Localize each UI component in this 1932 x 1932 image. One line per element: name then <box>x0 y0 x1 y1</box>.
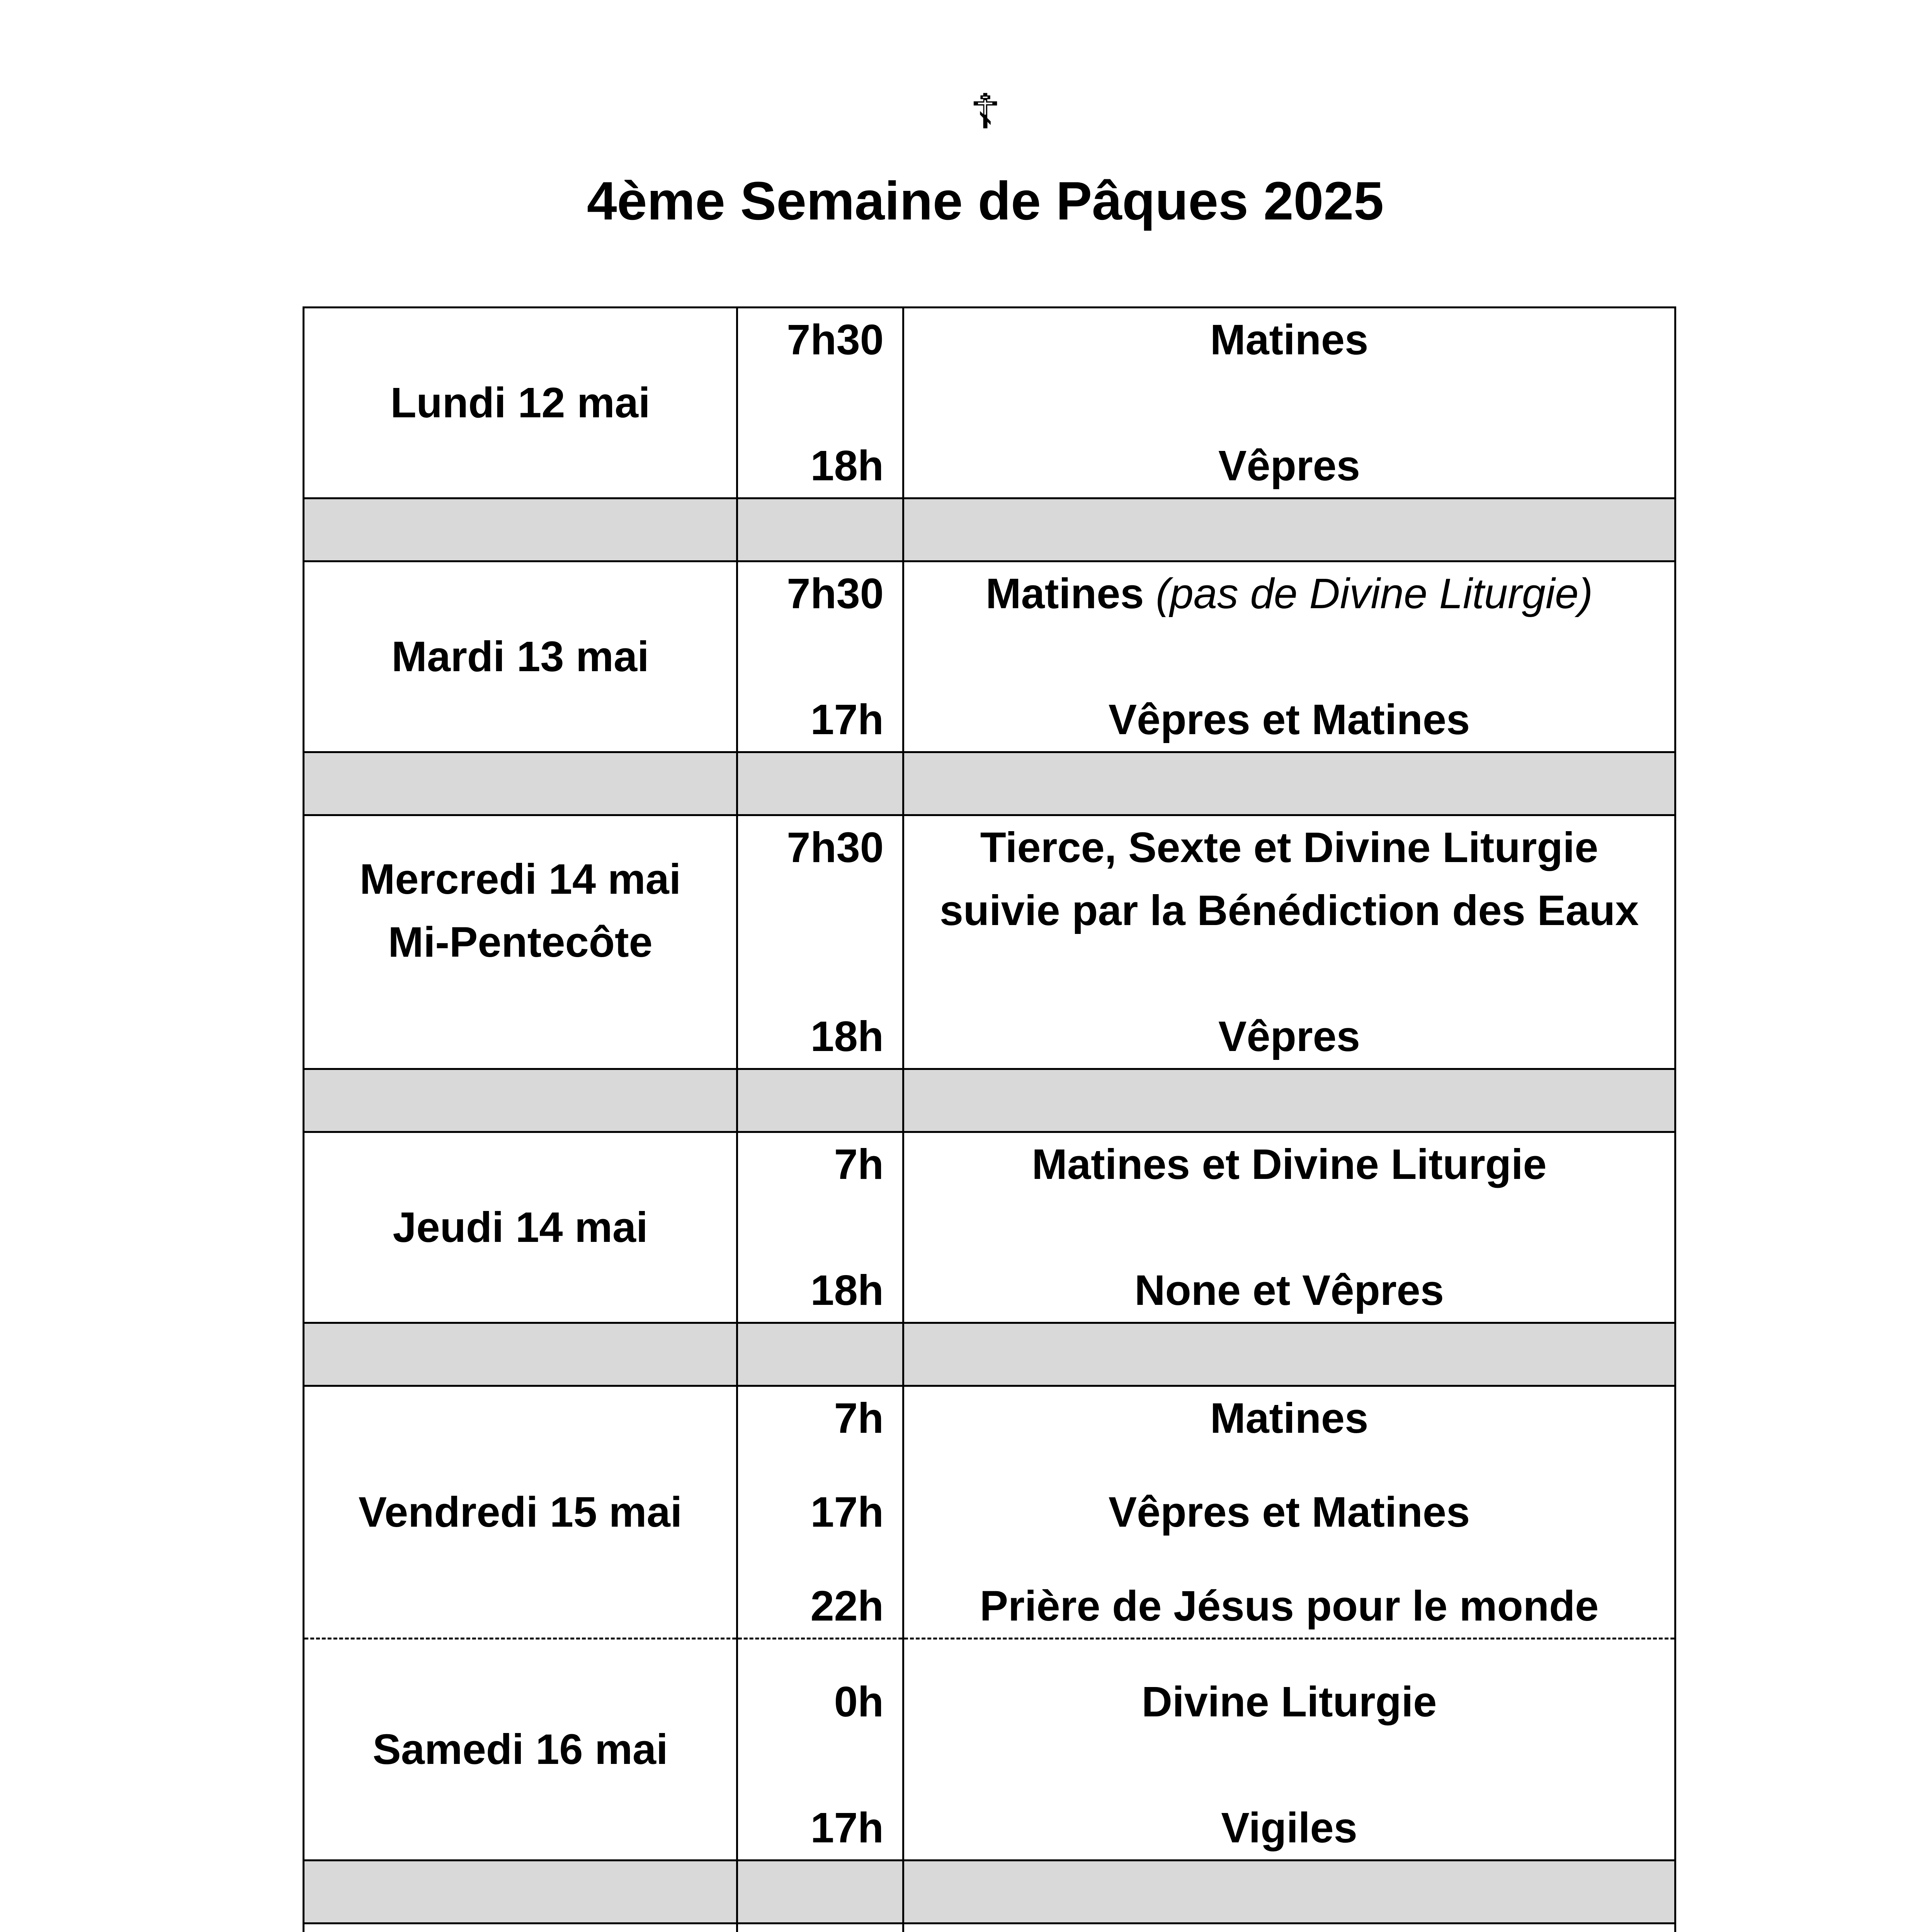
day-cell <box>304 1923 737 1932</box>
service-name: Vêpres et Matines <box>1108 696 1470 743</box>
service-time: 7h30 <box>787 824 884 871</box>
service-name: Divine Liturgie <box>1141 1678 1437 1726</box>
time-cell <box>737 308 903 498</box>
service-time: 18h <box>810 442 884 490</box>
time-cell <box>737 1639 903 1861</box>
day-cell <box>304 561 737 752</box>
day-cell <box>304 1132 737 1323</box>
time-cell <box>737 1386 903 1639</box>
service-time: 0h <box>834 1678 884 1726</box>
service-time: 17h <box>810 1804 884 1852</box>
service-note: (pas de Divine Liturgie) <box>1156 570 1593 617</box>
service-time: 18h <box>810 1267 884 1314</box>
separator-row <box>304 1861 1675 1923</box>
schedule-row-lundi <box>304 308 1675 498</box>
day-label: Lundi 12 mai <box>390 379 650 427</box>
orthodox-cross-icon: ☦ <box>969 84 1001 140</box>
service-time: 7h <box>834 1141 884 1188</box>
service-name: Tierce, Sexte et Divine Liturgie <box>980 824 1599 871</box>
service-name: Matines <box>985 570 1144 617</box>
service-cell <box>903 1639 1675 1861</box>
day-label: Mercredi 14 mai <box>359 855 681 903</box>
service-time <box>738 1924 884 1932</box>
schedule-row-jeudi <box>304 1132 1675 1323</box>
service-name: Vêpres <box>1218 1013 1360 1060</box>
service-cell <box>903 561 1675 752</box>
service-name: Vêpres <box>1218 442 1360 490</box>
day-label: Samedi 16 mai <box>372 1726 668 1773</box>
service-cell <box>903 1923 1675 1932</box>
service-time: 7h30 <box>787 316 884 364</box>
service-time: 7h <box>834 1395 884 1442</box>
time-cell <box>737 1923 903 1932</box>
service-name: Vêpres et Matines <box>1108 1488 1470 1536</box>
service-name: Matines <box>1210 316 1369 364</box>
service-name-with-note <box>904 562 1674 625</box>
service-cell <box>903 1386 1675 1639</box>
service-name-line2: suivie par la Bénédiction des Eaux <box>939 887 1639 934</box>
schedule-row-samedi <box>304 1639 1675 1861</box>
service-time: 22h <box>810 1582 884 1630</box>
day-label: Jeudi 14 mai <box>393 1204 648 1251</box>
service-name: Matines et Divine Liturgie <box>1032 1141 1547 1188</box>
day-cell <box>304 1386 737 1639</box>
time-cell <box>737 1132 903 1323</box>
service-cell <box>903 815 1675 1069</box>
service-name: None et Vêpres <box>1134 1267 1444 1314</box>
day-label: Vendredi 15 mai <box>358 1488 682 1536</box>
service-cell <box>903 308 1675 498</box>
schedule-row-mercredi <box>304 815 1675 1069</box>
separator-row <box>304 498 1675 561</box>
service-time: 18h <box>810 1013 884 1060</box>
schedule-row-vendredi <box>304 1386 1675 1639</box>
day-cell <box>304 308 737 498</box>
service-name <box>904 1924 1674 1932</box>
service-time: 17h <box>810 696 884 743</box>
day-label: Mardi 13 mai <box>391 633 649 680</box>
day-cell <box>304 1639 737 1861</box>
service-cell <box>903 1132 1675 1323</box>
schedule-row-mardi <box>304 561 1675 752</box>
schedule-table <box>303 306 1676 1932</box>
service-name: Matines <box>1210 1395 1369 1442</box>
time-cell <box>737 561 903 752</box>
separator-row <box>304 752 1675 815</box>
time-cell <box>737 815 903 1069</box>
schedule-row-dimanche <box>304 1923 1675 1932</box>
page-title: 4ème Semaine de Pâques 2025 <box>587 170 1384 231</box>
service-name: Vigiles <box>1221 1804 1357 1852</box>
service-time: 7h30 <box>787 570 884 617</box>
separator-row <box>304 1323 1675 1386</box>
separator-row <box>304 1069 1675 1132</box>
day-cell <box>304 815 737 1069</box>
feast-label: Mi-Pentecôte <box>388 918 653 966</box>
service-time: 17h <box>810 1488 884 1536</box>
service-name: Prière de Jésus pour le monde <box>980 1582 1599 1630</box>
